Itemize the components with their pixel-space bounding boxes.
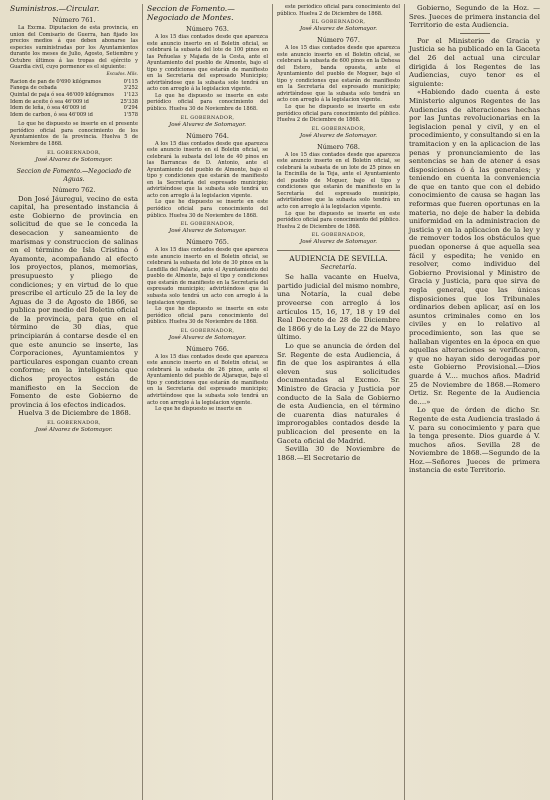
paragraph: A los 15 dias contados desde que aparezca este anuncio inserto en el Boletin oficial, se celebrará la subasta del lote de 30 pinos en la Lendilla del Palacio, ante el Ayuntamiento del pueblo de Almonte, bajo el tipo y condiciones que estarán de manifiesto en la Secretaría del espresado municipio; advirtiéndose que la subasta solo tendrá un acto con arreglo á la legislacion vigente. bbox=[147, 247, 268, 306]
paragraph: Sevilla 30 de Noviembre de 1868.—El Secretario de bbox=[277, 445, 400, 462]
column-1 bbox=[6, 4, 142, 800]
notice-number: Número 763. bbox=[186, 25, 229, 33]
signatory-name: José Alvarez de Sotomayor. bbox=[168, 228, 247, 235]
notice-number: Número 767. bbox=[317, 36, 360, 45]
signature-title: EL GOBERNADOR, bbox=[311, 125, 366, 132]
notice-number: Número 761. bbox=[52, 16, 96, 24]
item-price: 1'123 bbox=[123, 92, 138, 99]
running-header: Seccion de Fomento.—Negociado de Montes. bbox=[147, 4, 235, 22]
signatory-name: José Alvarez de Sotomayor. bbox=[168, 121, 247, 128]
signature-title: EL GOBERNADOR, bbox=[180, 327, 235, 334]
column-4 bbox=[404, 4, 544, 800]
paragraph: Lo que he dispuesto se inserte en este periódico oficial para conocimiento del público. Huelva 30 de Noviembre de 1868. bbox=[147, 199, 268, 219]
paragraph: La Excma. Diputacion de esta provincia, en union del Comisario de Guerra, han fijado los precios medios á que deben abonarse las especies suministradas por los Ayuntamientos durante los meses de Julio, Agosto, Setiembre y Octubre últimos á las tropas del ejército y Guardia civil, cuyo pormenor es el siguiente: bbox=[10, 25, 138, 71]
paragraph: Lo que he dispuesto se inserte en el presente periódico oficial para conocimiento de los Ayuntamientos de la provincia. Huelva 5 de Noviembre de 1868. bbox=[10, 121, 138, 148]
running-header: Suministros.—Circular. bbox=[10, 4, 100, 13]
item-label: Racion de pan de 0'690 kilógramos bbox=[10, 78, 102, 85]
paragraph: Huelva 3 de Diciembre de 1868. bbox=[18, 409, 131, 418]
paragraph: Lo que he dispuesto se inserte en este periódico oficial para conocimiento del público. Huelva 30 de Noviembre de 1868. bbox=[147, 92, 268, 113]
paragraph: A los 15 dias contados desde que aparezca este anuncio inserto en el Boletin oficial, se celebrará la subasta de 600 pinos en la Dehesa del Estero, banda opuesta, ante el Ayuntamiento del pueblo de Moguer, bajo el tipo y condiciones que estarán de manifiesto en la Secretaría del espresado municipio; advirtiéndose que la subasta solo tendrá un acto con arreglo á la legislacion vigente. bbox=[277, 45, 400, 104]
table-row bbox=[10, 105, 138, 112]
signatory-name: José Alvarez de Sotomayor. bbox=[35, 427, 113, 434]
item-label: Quintal de paja ó sea 46'009 kilógramos bbox=[10, 92, 114, 99]
table-row bbox=[10, 112, 138, 119]
item-price: 25'338 bbox=[120, 98, 138, 105]
signatory-name: José Alvarez de Sotomayor. bbox=[299, 26, 378, 33]
paragraph: Lo que he dispuesto se inserte en bbox=[155, 406, 242, 413]
item-price: 0'294 bbox=[123, 105, 138, 112]
notice-number: Número 764. bbox=[186, 131, 229, 140]
section-heading: AUDIENCIA DE SEVILLA. bbox=[277, 250, 400, 263]
paragraph: Lo que he dispuesto se inserte en este periódico oficial para conocimiento del público. Huelva 30 de Noviembre de 1868. bbox=[147, 306, 268, 326]
item-price: 0'115 bbox=[123, 78, 138, 85]
table-row bbox=[10, 79, 138, 86]
paragraph: Lo que he dispuesto se inserte en este periódico oficial para conocimiento del público. Huelva 2 de Diciembre de 1868. bbox=[277, 210, 400, 230]
signature-title: EL GOBERNADOR, bbox=[311, 19, 366, 26]
signature-title: EL GOBERNADOR, bbox=[47, 149, 101, 156]
paragraph: Por el Ministerio de Gracia y Justicia se ha publicado en la Gaceta del 26 del actual una circular dirigida á los Regentes de las Audiencias, cuyo tenor es el siguiente: bbox=[409, 36, 540, 88]
paragraph: Lo que he dispuesto se inserte en este periódico oficial para conocimiento del público. Huelva 2 de Diciembre de 1868. bbox=[277, 104, 400, 124]
signatory-name: José Alvarez de Sotomayor. bbox=[299, 239, 378, 246]
signature-title: EL GOBERNADOR, bbox=[47, 420, 101, 427]
paragraph: Se halla vacante en Huelva, partido judicial del mismo nombre, una Notaría, la cual debe proveerse con arreglo á los artículos 15, 16, 17, 18 y 19 del Real Decreto de 28 de Diciembre de 1866 y de la Ley de 22 de Mayo último. bbox=[277, 273, 400, 342]
table-row bbox=[10, 92, 138, 99]
paragraph: Don José Jáuregui, vecino de esta capital, ha presentado instancia á este Gobierno de provincia en solicitud de que se le conceda la desecacion y saneamiento de marismas y construccion de salinas en el término de Isla Cristina ó Ayamonte, acompañando al efecto los proyectos, planos, memorias, presupuesto y pliego de condiciones; y en virtud de lo que prescribe el artículo 25 de la ley de Aguas de 3 de Agosto de 1866, se publica por medio del Boletin oficial de la provincia, para que en el término de 30 dias, que principiarán á contarse desde el en que este anuncio se inserte, las Corporaciones, Ayuntamientos y particulares espongan cuanto crean conforme; en la inteligencia que dichos proyectos están de manifiesto en la Seccion de Fomento de este Gobierno de provincia á los efectos indicados. bbox=[10, 194, 138, 409]
notice-number: Número 768. bbox=[317, 142, 360, 151]
signature-title: EL GOBERNADOR, bbox=[311, 232, 366, 239]
paragraph: A los 15 dias contados desde que aparezca este anuncio inserto en el Boletin oficial, se celebrará la subasta del lote de 100 pinos en las Peñuelas y Majada de la Cesta, ante el Ayuntamiento del pueblo de Almonte, bajo el tipo y condiciones que estarán de manifiesto en la Secretaría del espresado Municipio; advirtiéndose que la subasta solo tendrá un acto con arreglo á la legislacion vigente. bbox=[147, 34, 268, 93]
table-unit-header: Escudos. Mils. bbox=[106, 71, 138, 77]
notice-number: Número 762. bbox=[52, 185, 96, 194]
price-table bbox=[10, 79, 138, 119]
divider bbox=[460, 33, 490, 34]
paragraph: este periódico oficial para conocimiento del público. Huelva 2 de Diciembre de 1868. bbox=[277, 4, 400, 17]
paragraph: Lo que se anuncia de órden del Sr. Regente de esta Audiencia, á fin de que los aspirantes á ella eleven sus solicitudes documentadas al Excmo. Sr. Ministro de Gracia y Justicia por conducto de la Sala de Gobierno de esta Audiencia, en el término de cuarenta dias naturales é improrogables contados desde la publicacion del presente en la Gaceta oficial de Madrid. bbox=[277, 341, 400, 445]
paragraph: A los 15 dias contados desde que aparezca este anuncio inserto en el Boletin oficial, se celebrará la subasta de un lote de 25 pinos en la Encinilla de la Teja, ante el Ayuntamiento del pueblo de Moguer, bajo el tipo y condiciones que estarán de manifiesto en la Secretaría del espresado municipio, advirtiéndose que la subasta solo tendrá un acto con arreglo á la legislacion vigente. bbox=[277, 151, 400, 211]
signature-title: EL GOBERNADOR, bbox=[180, 114, 235, 121]
item-label: Idem de aceite ó sea 46'009 id bbox=[10, 98, 89, 105]
signatory-name: José Alvarez de Sotomayor. bbox=[35, 156, 113, 163]
paragraph: A los 15 dias contados desde que aparezca este anuncio inserto en el Boletin oficial, se celebrará la subasta del lote de 40 pinos en las Barrancas de D. Antonio, ante el Ayuntamiento del pueblo de Almonte, bajo el tipo y condiciones que estarán de manifiesto en la Secretaría del espresado municipio; advirtiéndose que la subasta solo tendrá un acto con arreglo á la legislacion vigente. bbox=[147, 140, 268, 199]
column-2 bbox=[142, 4, 272, 800]
signature-title: EL GOBERNADOR, bbox=[180, 221, 235, 228]
item-label: Idem de carbon, ó sea 46'009 id bbox=[10, 111, 93, 118]
notice-number: Número 766. bbox=[186, 344, 229, 353]
paragraph: A los 15 dias contados desde que aparezca este anuncio inserto en el Boletin oficial, se celebrará la subasta de 26 pinos, ante el Ayuntamiento del pueblo de Aljaraque, bajo el tipo y condiciones que estarán de manifiesto en la Secretaría del espresado municipio; advirtiéndose que la subasta solo tendrá un acto con arreglo á la legislacion vigente. bbox=[147, 353, 268, 406]
paragraph: Lo que de órden de dicho Sr. Regente de esta Audiencia traslado á V. para su conocimiento y para que la tenga presente. Dios guarde á V. muchos años. Sevilla 28 de Noviembre de 1868.—Segundo de la Hoz.—Señores Jueces de primera instancia de este Territorio. bbox=[409, 406, 540, 475]
section-subheading: Secretaría. bbox=[320, 263, 357, 272]
paragraph: «Habiendo dado cuenta á este Ministerio algunos Regentes de las Audiencias de alteraciones hechas por las Juntas revolucionarias en la legislacion penal y civil, y en el procedimiento, y consultando si en la tramitacion y en la aplicacion de las penas y pronunciamiento de las sentencias se han de atener á esas disposiciones ó á las generales; y teniendo en cuenta la conveniencia de que en tanto que con el debido conocimiento de causa se hagan las reformas que fueren oportunas en la materia, no deje de haber la debida uniformidad en la administracion de justicia y en la aplicacion de la ley y de remover todos los obstáculos que puedan oponerse á que aquella sea fácil y espedita; he venido en resolver, como individuo del Gobierno Provisional y Ministro de Gracia y Justicia, para que sirva de regla general, que las únicas disposiciones que los Tribunales ordinarios deben aplicar, así en los asuntos criminales como en los civiles y en lo relativo al procedimiento, son las que se hallaban vigentes en la época en que aquellas alteraciones se verificaron, y que no hayan sido derogadas por este Gobierno Provisional.—Dios guarde á V.... muchos años. Madrid 25 de Noviembre de 1868.—Romero Ortiz. Sr. Regente de la Audiencia de....» bbox=[409, 88, 540, 406]
section-header: Seccion de Fomento.—Negociado de Aguas. bbox=[16, 167, 132, 183]
item-label: Fanega de cebada bbox=[10, 85, 57, 92]
notice-number: Número 765. bbox=[186, 238, 229, 247]
column-3 bbox=[272, 4, 404, 800]
signatory-name: José Alvarez de Sotomayor. bbox=[299, 132, 378, 139]
signatory-name: José Alvarez de Sotomayor. bbox=[168, 334, 247, 341]
item-label: Idem de leña, ó sea 46'009 id bbox=[10, 105, 86, 112]
paragraph: Gobierno, Segundo de la Hoz. —Sres. Jueces de primera instancia del Territorio de esta Audiencia. bbox=[409, 4, 540, 30]
item-price: 3'252 bbox=[123, 85, 138, 92]
item-price: 1'578 bbox=[123, 111, 138, 118]
